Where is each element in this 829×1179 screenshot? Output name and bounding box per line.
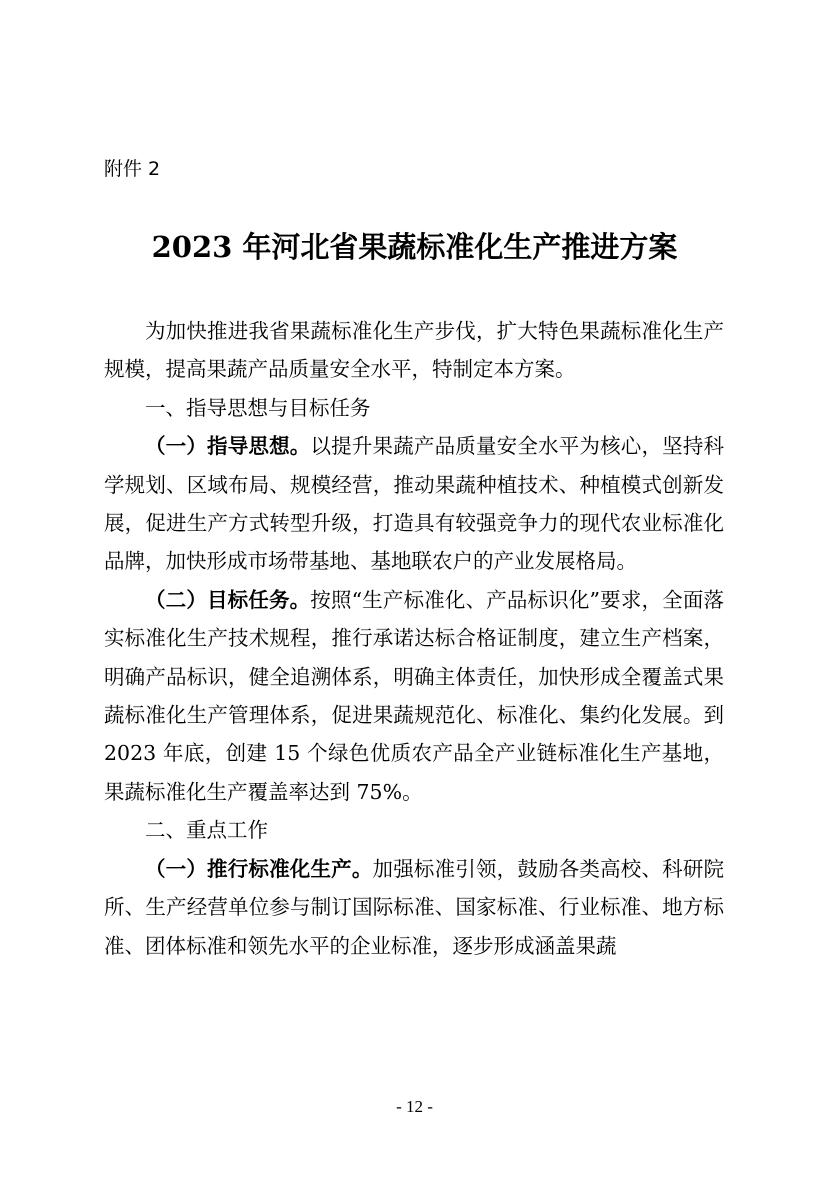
page-number: - 12 - [396, 1097, 433, 1116]
intro-paragraph: 为加快推进我省果蔬标准化生产步伐，扩大特色果蔬标准化生产规模，提高果蔬产品质量安全水平，特制定本方案。 [104, 319, 724, 382]
section-heading-guiding-ideas: 一、指导思想与目标任务 [145, 395, 371, 420]
paragraph-text: 以提升果蔬产品质量安全水平为核心，坚持科学规划、区域布局、规模经营，推动果蔬种植技术、种植模式创新发展，促进生产方式转型升级，打造具有较强竞争力的现代农业标准化品牌，加快形成市场带基地、基地联农户的产业发展格局。 [104, 434, 725, 574]
paragraph-lead: （一）推行标准化生产。 [145, 856, 373, 881]
page-title: 2023 年河北省果蔬标准化生产推进方案 [151, 230, 678, 264]
attachment-label: 附件 2 [104, 158, 161, 180]
paragraph-guiding-ideas [104, 427, 724, 581]
paragraph-lead: （二）目标任务。 [145, 587, 311, 612]
paragraph-text: 按照“生产标准化、产品标识化”要求，全面落实标准化生产技术规程，推行承诺达标合格证制度，建立生产档案，明确产品标识，健全追溯体系，明确主体责任，加快形成全覆盖式果蔬标准化生产管理体系，促进果蔬规范化、标准化、集约化发展。到 2023 年底，创建 15 个绿色优质农产品全产业链标准化生产基地，果蔬标准化生产覆盖率达到 75%。 [104, 587, 724, 804]
paragraph-lead: （一）指导思想。 [145, 434, 311, 459]
paragraph-target-tasks [104, 581, 724, 811]
section-heading-key-work: 二、重点工作 [145, 818, 268, 843]
paragraph-text: 加强标准引领，鼓励各类高校、科研院所、生产经营单位参与制订国际标准、国家标准、行业标准、地方标准、团体标准和领先水平的企业标准，逐步形成涵盖果蔬 [104, 856, 725, 958]
paragraph-standardized-production [104, 850, 724, 965]
document-body [104, 312, 724, 965]
